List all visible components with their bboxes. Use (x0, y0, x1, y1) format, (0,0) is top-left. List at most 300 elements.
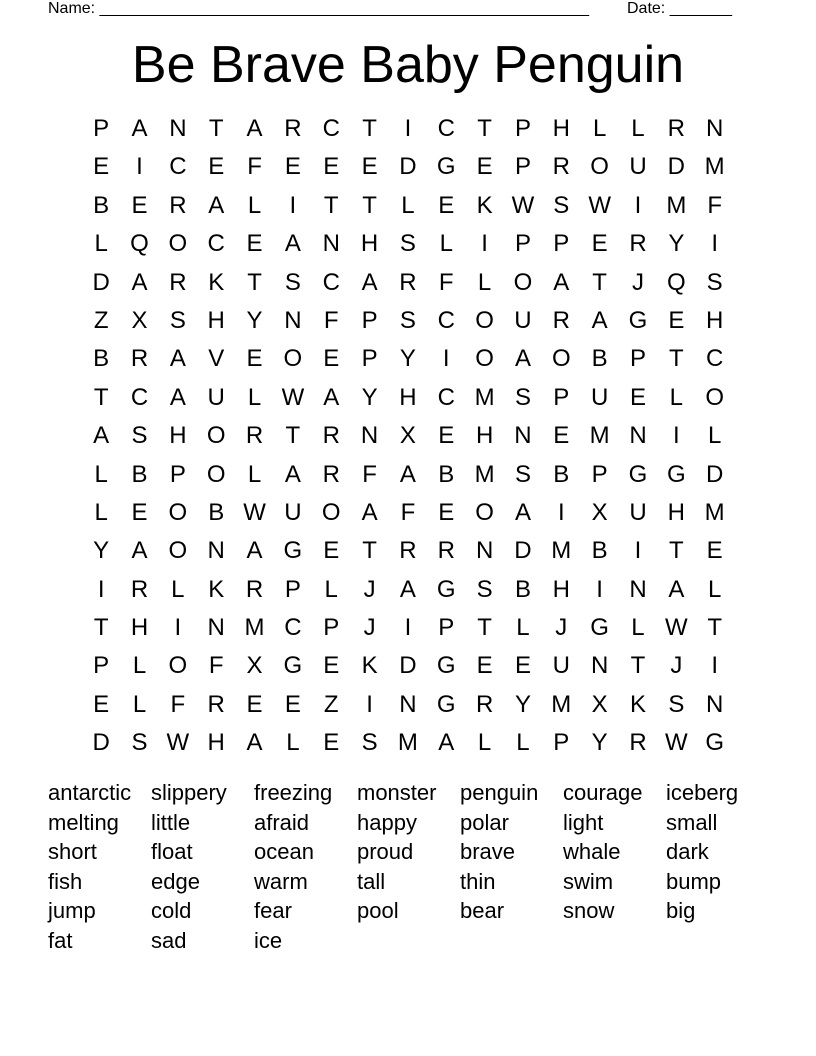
grid-letter: R (552, 306, 570, 334)
grid-letter: E (246, 345, 263, 373)
grid-letter: R (667, 115, 685, 142)
grid-letter: B (591, 345, 608, 373)
grid-letter: H (130, 614, 149, 642)
grid-letter: S (514, 460, 531, 488)
grid-letter: E (706, 537, 723, 565)
grid-letter: N (207, 537, 225, 565)
word-bank-item: snow (563, 898, 615, 924)
grid-letter: N (514, 422, 532, 450)
grid-letter: E (476, 652, 493, 680)
grid-letter: C (322, 115, 340, 142)
grid-letter: L (592, 115, 607, 142)
grid-letter: B (438, 460, 455, 488)
grid-letter: I (596, 575, 603, 603)
grid-letter: T (668, 537, 684, 565)
grid-letter: D (92, 268, 110, 296)
grid-letter: A (668, 575, 685, 603)
grid-letter: C (169, 153, 187, 181)
grid-letter: P (514, 230, 531, 258)
grid-letter: T (362, 191, 377, 219)
grid-letter: L (631, 115, 645, 142)
word-bank-item: pool (357, 898, 399, 924)
word-bank-item: melting (48, 809, 119, 835)
grid-letter: H (360, 230, 379, 258)
grid-letter: I (711, 652, 718, 680)
grid-letter: E (476, 153, 493, 181)
grid-letter: C (130, 383, 149, 411)
grid-letter: A (246, 729, 263, 757)
grid-letter: S (361, 729, 378, 757)
grid-letter: P (514, 115, 531, 142)
grid-letter: G (436, 690, 456, 718)
grid-letter: Y (361, 383, 378, 411)
grid-letter: E (438, 498, 455, 526)
grid-letter: I (634, 191, 642, 219)
grid-letter: N (629, 422, 647, 450)
grid-letter: I (481, 230, 488, 258)
grid-letter: B (553, 460, 570, 488)
grid-letter: E (93, 153, 110, 181)
grid-letter: W (511, 191, 535, 219)
grid-letter: C (437, 115, 455, 142)
grid-letter: U (590, 383, 609, 411)
grid-letter: R (207, 690, 225, 718)
grid-letter: Y (591, 729, 608, 757)
grid-letter: A (399, 575, 416, 603)
grid-letter: L (477, 268, 492, 296)
grid-letter: E (629, 383, 646, 411)
grid-letter: F (170, 690, 186, 718)
word-bank-item: light (563, 809, 604, 835)
grid-letter: K (476, 191, 493, 219)
grid-letter: B (208, 498, 225, 526)
grid-letter: C (284, 614, 302, 642)
word-bank-item: slippery (151, 780, 227, 805)
letter-grid (82, 110, 734, 763)
grid-letter: N (706, 690, 724, 718)
grid-letter: I (136, 153, 143, 181)
grid-letter: A (399, 460, 416, 488)
grid-letter: T (285, 422, 301, 450)
grid-letter: I (366, 690, 373, 718)
grid-letter: G (283, 652, 303, 680)
grid-letter: O (513, 268, 533, 296)
grid-letter: P (553, 383, 570, 411)
word-bank-item: fear (254, 898, 292, 924)
grid-letter: M (474, 383, 495, 411)
grid-letter: L (516, 729, 530, 757)
grid-letter: R (629, 230, 647, 258)
grid-letter: F (400, 498, 416, 526)
grid-letter: P (514, 153, 531, 181)
grid-letter: H (667, 498, 685, 526)
page-title: Be Brave Baby Penguin (131, 36, 685, 94)
grid-letter: R (169, 191, 187, 219)
grid-letter: E (246, 690, 263, 718)
grid-letter: L (132, 652, 147, 680)
grid-letter: A (131, 115, 148, 142)
grid-letter: A (553, 268, 570, 296)
grid-letter: G (628, 460, 648, 488)
grid-letter: Q (130, 230, 149, 258)
grid-letter: P (93, 115, 110, 142)
grid-letter: S (399, 230, 416, 258)
grid-letter: B (131, 460, 148, 488)
grid-letter: O (168, 498, 188, 526)
grid-letter: Y (399, 345, 416, 373)
grid-letter: R (169, 268, 187, 296)
grid-letter: Y (514, 690, 531, 718)
grid-letter: I (442, 345, 450, 373)
grid-letter: W (588, 191, 611, 219)
grid-letter: T (323, 191, 339, 219)
grid-letter: E (323, 153, 340, 181)
word-bank-item: courage (563, 780, 643, 805)
grid-letter: G (436, 153, 456, 181)
grid-letter: E (284, 153, 301, 181)
grid-letter: S (284, 268, 301, 296)
word-bank-item: polar (460, 809, 509, 835)
grid-letter: G (666, 460, 686, 488)
grid-letter: G (705, 729, 724, 757)
grid-letter: P (553, 230, 570, 258)
grid-letter: L (247, 191, 262, 219)
grid-letter: R (245, 575, 264, 603)
word-bank-item: float (151, 839, 193, 865)
grid-letter: C (207, 230, 225, 258)
grid-letter: H (552, 575, 570, 603)
grid-letter: W (665, 729, 688, 757)
grid-letter: I (97, 575, 105, 603)
grid-row (82, 609, 734, 647)
grid-letter: J (363, 614, 376, 642)
grid-letter: G (590, 614, 609, 642)
grid-letter: M (551, 690, 572, 718)
grid-letter: H (475, 422, 494, 450)
grid-letter: Z (323, 690, 339, 718)
grid-letter: F (438, 268, 454, 296)
grid-letter: O (206, 422, 226, 450)
grid-letter: L (171, 575, 185, 603)
grid-row (82, 264, 734, 302)
grid-letter: P (438, 614, 455, 642)
grid-letter: L (94, 230, 108, 258)
grid-letter: G (436, 575, 456, 603)
grid-letter: D (514, 537, 532, 565)
grid-letter: X (246, 652, 263, 680)
grid-letter: B (93, 345, 110, 373)
word-bank-item: antarctic (48, 780, 132, 805)
grid-letter: E (323, 652, 340, 680)
grid-row (82, 225, 734, 263)
grid-letter: M (397, 729, 418, 757)
grid-letter: D (667, 153, 685, 181)
grid-letter: L (516, 614, 530, 642)
grid-letter: A (93, 422, 110, 450)
grid-letter: N (322, 230, 340, 258)
word-bank-item: ice (254, 927, 283, 953)
grid-letter: T (592, 268, 607, 296)
grid-letter: J (363, 575, 376, 603)
grid-letter: O (475, 306, 494, 334)
grid-letter: X (591, 690, 608, 718)
grid-row (82, 456, 734, 494)
grid-letter: Y (93, 537, 110, 565)
grid-letter: L (401, 191, 415, 219)
grid-letter: A (284, 460, 301, 488)
word-bank-item: penguin (460, 780, 539, 805)
grid-row (82, 340, 734, 378)
grid-letter: M (244, 614, 265, 642)
grid-letter: L (669, 383, 683, 411)
word-bank-item: tall (357, 868, 386, 894)
word-bank-item: freezing (254, 780, 333, 805)
grid-letter: E (323, 537, 340, 565)
grid-letter: D (706, 460, 724, 488)
grid-letter: I (174, 614, 182, 642)
grid-letter: W (166, 729, 190, 757)
grid-letter: H (207, 729, 225, 757)
grid-letter: H (399, 383, 417, 411)
grid-letter: E (591, 230, 608, 258)
grid-letter: B (591, 537, 608, 565)
grid-letter: N (399, 690, 417, 718)
word-bank-item: proud (357, 839, 414, 865)
grid-row (82, 724, 734, 762)
grid-letter: R (322, 422, 340, 450)
grid-letter: I (634, 537, 642, 565)
word-bank-item: dark (666, 839, 709, 865)
word-bank-item: happy (357, 809, 417, 835)
grid-letter: Z (93, 306, 109, 334)
grid-letter: S (514, 383, 531, 411)
word-bank-item: warm (254, 868, 308, 894)
grid-letter: N (629, 575, 647, 603)
grid-letter: A (169, 383, 186, 411)
grid-letter: E (93, 690, 110, 718)
grid-letter: A (514, 498, 531, 526)
grid-row (82, 187, 734, 225)
grid-letter: S (553, 191, 570, 219)
grid-row (82, 494, 734, 532)
grid-letter: O (283, 345, 303, 373)
grid-letter: H (169, 422, 187, 450)
word-bank-item: jump (48, 898, 96, 924)
grid-letter: P (553, 729, 570, 757)
word-bank-item: big (666, 898, 696, 924)
grid-letter: A (284, 230, 301, 258)
grid-letter: U (284, 498, 302, 526)
grid-letter: W (665, 614, 688, 642)
grid-letter: T (668, 345, 684, 373)
grid-letter: H (207, 306, 225, 334)
word-bank-item: bear (460, 898, 505, 924)
grid-letter: T (247, 268, 262, 296)
grid-letter: L (94, 498, 108, 526)
grid-letter: P (361, 345, 378, 373)
grid-letter: L (439, 230, 453, 258)
grid-letter: A (438, 729, 455, 757)
grid-letter: R (552, 153, 570, 181)
grid-row (82, 571, 734, 609)
grid-letter: A (208, 191, 225, 219)
grid-letter: B (514, 575, 531, 603)
grid-letter: N (207, 614, 225, 642)
grid-letter: L (477, 729, 492, 757)
grid-letter: S (399, 306, 416, 334)
grid-letter: O (475, 498, 494, 526)
grid-letter: Y (668, 230, 685, 258)
grid-letter: I (711, 230, 718, 258)
grid-letter: P (169, 460, 186, 488)
grid-letter: E (323, 345, 340, 373)
grid-letter: W (281, 383, 305, 411)
word-bank-item: whale (563, 839, 621, 865)
grid-letter: P (93, 652, 110, 680)
grid-letter: X (591, 498, 608, 526)
grid-letter: J (631, 268, 644, 296)
grid-letter: O (475, 345, 494, 373)
grid-letter: K (208, 268, 225, 296)
word-bank-item: short (48, 839, 97, 865)
grid-letter: O (321, 498, 341, 526)
grid-letter: P (629, 345, 646, 373)
grid-letter: O (168, 652, 188, 680)
grid-letter: R (284, 115, 302, 142)
word-bank-item: afraid (254, 809, 310, 835)
grid-letter: F (247, 153, 262, 181)
grid-row (82, 302, 734, 340)
grid-letter: T (93, 614, 109, 642)
grid-letter: M (551, 537, 572, 565)
grid-letter: P (361, 306, 378, 334)
grid-letter: A (131, 537, 148, 565)
grid-letter: T (208, 115, 224, 142)
grid-row (82, 148, 734, 186)
grid-letter: N (590, 652, 609, 680)
grid-letter: S (131, 422, 148, 450)
grid-letter: J (555, 614, 568, 642)
grid-letter: R (629, 729, 647, 757)
word-bank-item: edge (151, 868, 200, 894)
grid-letter: E (438, 191, 455, 219)
grid-letter: E (284, 690, 301, 718)
word-bank-item: iceberg (666, 780, 739, 805)
grid-letter: L (247, 383, 262, 411)
grid-letter: I (404, 614, 412, 642)
grid-letter: K (629, 690, 646, 718)
grid-row (82, 532, 734, 570)
grid-letter: B (93, 191, 110, 219)
grid-letter: R (322, 460, 340, 488)
word-bank-item: ocean (254, 839, 314, 865)
grid-letter: C (437, 383, 455, 411)
word-bank-item: brave (460, 839, 516, 865)
grid-letter: L (707, 575, 722, 603)
grid-letter: O (168, 537, 188, 565)
grid-letter: C (706, 345, 724, 373)
grid-letter: A (323, 383, 340, 411)
date-field-label: Date: _______ (627, 0, 732, 17)
grid-letter: N (284, 306, 302, 334)
grid-row (82, 417, 734, 455)
grid-letter: D (399, 153, 417, 181)
grid-letter: I (557, 498, 565, 526)
grid-letter: E (131, 191, 148, 219)
grid-letter: L (324, 575, 338, 603)
grid-letter: F (208, 652, 224, 680)
grid-letter: C (322, 268, 340, 296)
grid-letter: N (169, 115, 187, 142)
grid-letter: E (361, 153, 378, 181)
name-field-label: Name: _______________________________________________________ (48, 0, 589, 17)
grid-letter: R (475, 690, 494, 718)
grid-letter: I (404, 115, 412, 142)
grid-letter: A (131, 268, 148, 296)
grid-letter: E (131, 498, 148, 526)
header (0, 0, 816, 20)
grid-letter: A (514, 345, 531, 373)
grid-letter: M (704, 153, 725, 181)
grid-letter: L (707, 422, 722, 450)
grid-letter: H (552, 115, 570, 142)
grid-letter: L (631, 614, 645, 642)
grid-letter: N (360, 422, 379, 450)
grid-letter: D (92, 729, 110, 757)
grid-letter: T (362, 115, 377, 142)
grid-letter: U (514, 306, 532, 334)
word-bank-item: little (151, 809, 191, 835)
grid-letter: E (208, 153, 225, 181)
grid-letter: G (283, 537, 303, 565)
grid-letter: A (246, 537, 263, 565)
grid-letter: P (591, 460, 608, 488)
grid-letter: T (707, 614, 722, 642)
grid-letter: T (477, 614, 492, 642)
grid-letter: T (630, 652, 646, 680)
grid-letter: S (668, 690, 685, 718)
grid-letter: S (476, 575, 493, 603)
grid-row (82, 379, 734, 417)
grid-letter: A (361, 498, 378, 526)
word-bank-item: cold (151, 898, 192, 924)
grid-letter: V (208, 345, 225, 373)
grid-letter: T (477, 115, 492, 142)
grid-letter: R (399, 268, 417, 296)
grid-letter: E (668, 306, 685, 334)
grid-letter: K (208, 575, 225, 603)
grid-letter: P (323, 614, 340, 642)
grid-letter: X (399, 422, 416, 450)
grid-letter: F (362, 460, 377, 488)
grid-letter: G (436, 652, 456, 680)
grid-letter: R (130, 345, 149, 373)
grid-row (82, 110, 734, 148)
grid-letter: I (289, 191, 297, 219)
grid-letter: Y (246, 306, 263, 334)
grid-letter: F (323, 306, 339, 334)
grid-letter: S (706, 268, 723, 296)
word-bank (48, 778, 768, 956)
grid-letter: A (169, 345, 186, 373)
grid-letter: S (131, 729, 148, 757)
grid-letter: R (399, 537, 417, 565)
grid-letter: E (438, 422, 455, 450)
grid-letter: O (206, 460, 226, 488)
grid-letter: N (475, 537, 494, 565)
grid-letter: E (553, 422, 570, 450)
grid-letter: H (706, 306, 724, 334)
